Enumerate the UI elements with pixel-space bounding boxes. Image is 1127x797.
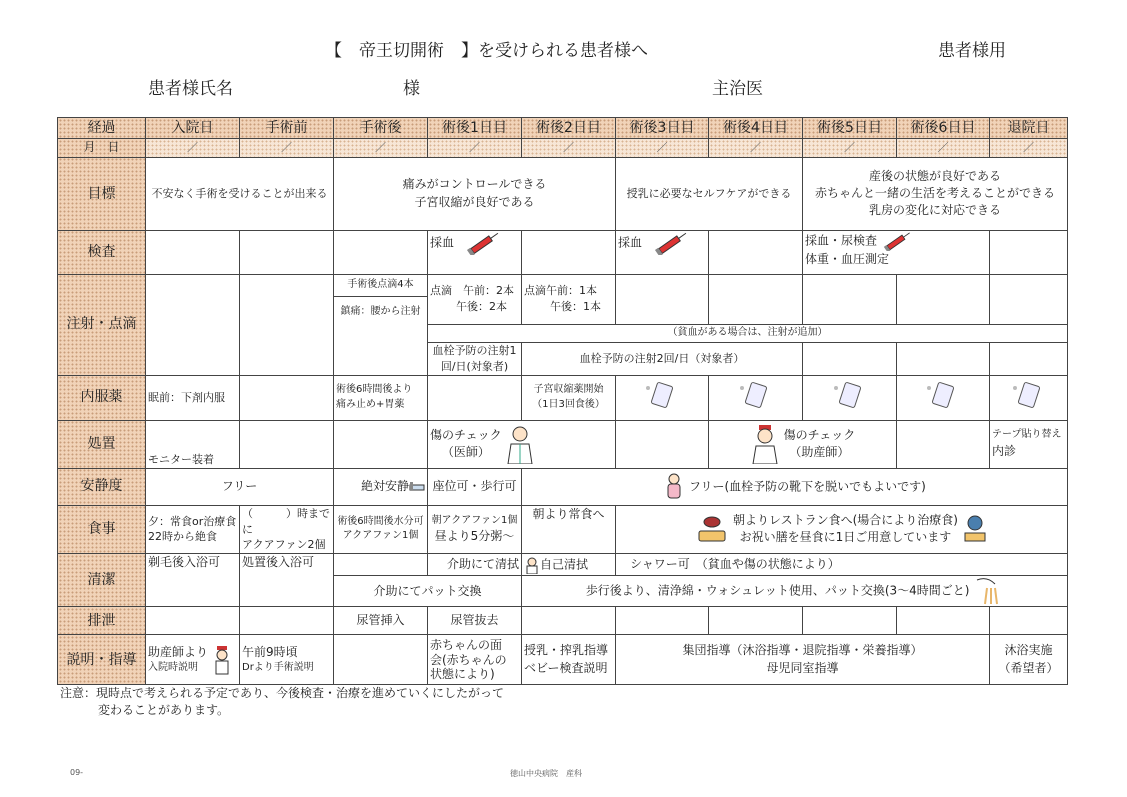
shower-icon bbox=[973, 576, 1003, 606]
inject-thrombo-once: 血栓予防の注射1回/日(対象者) bbox=[428, 342, 522, 375]
date-cell: ／ bbox=[146, 139, 240, 157]
meal-restaurant: 朝よりレストラン食へ(場合により治療食) お祝い膳を昼食に1日ご用意しています bbox=[616, 505, 1068, 554]
date-cell: ／ bbox=[428, 139, 522, 157]
treat-discharge: テープ貼り替え 内診 bbox=[990, 420, 1068, 468]
date-cell: ／ bbox=[240, 139, 334, 157]
clean-admission: 剃毛後入浴可 bbox=[146, 554, 240, 607]
meal-pre-op: （ ）時までに アクアファン2個 bbox=[240, 505, 334, 554]
treat-day1: 傷のチェック （医師） bbox=[428, 420, 616, 468]
col-header-day2: 術後2日目 bbox=[522, 118, 616, 139]
nurse-small-icon bbox=[524, 556, 540, 574]
med-post-op: 術後6時間後より 痛み止め+胃薬 bbox=[334, 375, 428, 420]
clean-pad-self: 歩行後より、清浄綿・ウォシュレット使用、パット交換(3～4時間ごと) bbox=[522, 576, 1068, 607]
goal-breastfeeding: 授乳に必要なセルフケアができる bbox=[616, 157, 803, 230]
rest-bed: 絶対安静 bbox=[334, 468, 428, 505]
explain-admission: 助産師より 入院時説明 bbox=[146, 635, 240, 685]
col-header-discharge: 退院日 bbox=[990, 118, 1068, 139]
clean-pre-op: 処置後入浴可 bbox=[240, 554, 334, 607]
goal-postpartum: 産後の状態が良好である 赤ちゃんと一緒の生活を考えることができる 乳房の変化に対応できる bbox=[803, 157, 1068, 230]
exam-day3: 採血 bbox=[616, 230, 709, 274]
bento-icon bbox=[962, 513, 988, 545]
col-header-post-op: 手術後 bbox=[334, 118, 428, 139]
clean-pad-assist: 介助にてパット交換 bbox=[334, 576, 522, 607]
pill-icon bbox=[897, 375, 990, 420]
inject-anemia-note: （貧血がある場合は、注射が追加） bbox=[428, 324, 1068, 342]
treat-admission: モニター装着 bbox=[146, 420, 240, 468]
clinical-pathway-table bbox=[57, 117, 1067, 685]
date-cell: ／ bbox=[897, 139, 990, 157]
date-row-label: 月 日 bbox=[58, 139, 146, 157]
explain-day2: 授乳・搾乳指導 ベビー検査説明 bbox=[522, 635, 616, 685]
excr-day1: 尿管抜去 bbox=[428, 607, 522, 635]
inject-day2: 点滴午前：1本 午後：1本 bbox=[522, 274, 616, 324]
date-cell: ／ bbox=[334, 139, 428, 157]
col-header-day1: 術後1日目 bbox=[428, 118, 522, 139]
exam-day5: 採血・尿検査 体重・血圧測定 bbox=[803, 230, 990, 274]
explain-day1: 赤ちゃんの面 会(赤ちゃんの 状態により) bbox=[428, 635, 522, 685]
syringe-icon bbox=[652, 231, 692, 255]
row-label-explanation: 説明・指導 bbox=[58, 635, 146, 685]
inject-day1: 点滴 午前：2本 午後：2本 bbox=[428, 274, 522, 324]
pill-icon bbox=[616, 375, 709, 420]
footer-hospital: 徳山中央病院 産科 bbox=[510, 769, 582, 778]
doctor-label: 主治医 bbox=[712, 79, 763, 99]
page-title: 【 帝王切開術 】を受けられる患者様へ bbox=[325, 41, 648, 61]
pill-icon bbox=[803, 375, 897, 420]
col-header-day4: 術後4日目 bbox=[709, 118, 803, 139]
med-day2: 子宮収縮薬開始 （1日3回食後） bbox=[522, 375, 616, 420]
nurse-icon bbox=[750, 424, 780, 464]
rest-sit-walk: 座位可・歩行可 bbox=[428, 468, 522, 505]
patient-walking-icon bbox=[663, 472, 685, 502]
date-cell: ／ bbox=[990, 139, 1068, 157]
row-label-activity: 安静度 bbox=[58, 468, 146, 505]
col-header-pre-op: 手術前 bbox=[240, 118, 334, 139]
inject-epidural: 鎮痛：腰から注射 bbox=[334, 296, 428, 375]
col-header-keika: 経過 bbox=[58, 118, 146, 139]
row-label-injection: 注射・点滴 bbox=[58, 274, 146, 375]
row-label-goal: 目標 bbox=[58, 157, 146, 230]
inject-thrombo-twice: 血栓予防の注射2回/日（対象者） bbox=[522, 342, 803, 375]
pill-icon bbox=[990, 375, 1068, 420]
row-label-meal: 食事 bbox=[58, 505, 146, 554]
rest-free-post: フリー(血栓予防の靴下を脱いでもよいです) bbox=[522, 468, 1068, 505]
syringe-icon bbox=[881, 231, 915, 251]
disclaimer-note: 注意：現時点で考えられる予定であり、今後検査・治療を進めていくにしたがって 変わることがあります。 bbox=[60, 686, 505, 717]
footer-code: 09- bbox=[70, 768, 84, 777]
med-admission: 眠前：下剤内服 bbox=[146, 375, 240, 420]
date-cell: ／ bbox=[709, 139, 803, 157]
rest-free-pre: フリー bbox=[146, 468, 334, 505]
col-header-day3: 術後3日目 bbox=[616, 118, 709, 139]
doctor-icon bbox=[505, 424, 535, 464]
sama-label: 様 bbox=[403, 79, 420, 99]
meal-day1: 朝アクアファン1個 昼より5分粥～ bbox=[428, 505, 522, 554]
explain-discharge: 沐浴実施 （希望者） bbox=[990, 635, 1068, 685]
clean-day1: 介助にて清拭 bbox=[428, 554, 522, 576]
meal-post-op: 術後6時間後水分可 アクアファン1個 bbox=[334, 505, 428, 554]
patient-name-label: 患者様氏名 bbox=[148, 79, 233, 99]
meal-admission: 夕：常食or治療食 22時から絶食 bbox=[146, 505, 240, 554]
row-label-hygiene: 清潔 bbox=[58, 554, 146, 607]
explain-pre-op: 午前9時頃 Drより手術説明 bbox=[240, 635, 334, 685]
clean-day2: 自己清拭 bbox=[522, 554, 616, 576]
row-label-treatment: 処置 bbox=[58, 420, 146, 468]
goal-admission: 不安なく手術を受けることが出来る bbox=[146, 157, 334, 230]
date-cell: ／ bbox=[616, 139, 709, 157]
patient-copy-label: 患者様用 bbox=[938, 41, 1006, 61]
row-label-medication: 内服薬 bbox=[58, 375, 146, 420]
inject-post-op-drip: 手術後点滴4本 bbox=[334, 274, 428, 296]
treat-day4: 傷のチェック （助産師） bbox=[709, 420, 897, 468]
col-header-day5: 術後5日目 bbox=[803, 118, 897, 139]
col-header-admission: 入院日 bbox=[146, 118, 240, 139]
col-header-day6: 術後6日目 bbox=[897, 118, 990, 139]
pill-icon bbox=[709, 375, 803, 420]
midwife-icon bbox=[212, 645, 232, 675]
excr-post-op: 尿管挿入 bbox=[334, 607, 428, 635]
exam-day1: 採血 bbox=[428, 230, 522, 274]
bed-icon bbox=[409, 480, 425, 492]
goal-pain-control: 痛みがコントロールできる 子宮収縮が良好である bbox=[334, 157, 616, 230]
meal-day2: 朝より常食へ bbox=[522, 505, 616, 554]
meal-tray-icon bbox=[695, 513, 729, 545]
clean-shower: シャワー可 （貧血や傷の状態により） bbox=[616, 554, 1068, 576]
date-cell: ／ bbox=[803, 139, 897, 157]
row-label-excretion: 排泄 bbox=[58, 607, 146, 635]
row-label-exam: 検査 bbox=[58, 230, 146, 274]
syringe-icon bbox=[464, 231, 504, 255]
explain-group: 集団指導（沐浴指導・退院指導・栄養指導） 母児同室指導 bbox=[616, 635, 990, 685]
date-cell: ／ bbox=[522, 139, 616, 157]
